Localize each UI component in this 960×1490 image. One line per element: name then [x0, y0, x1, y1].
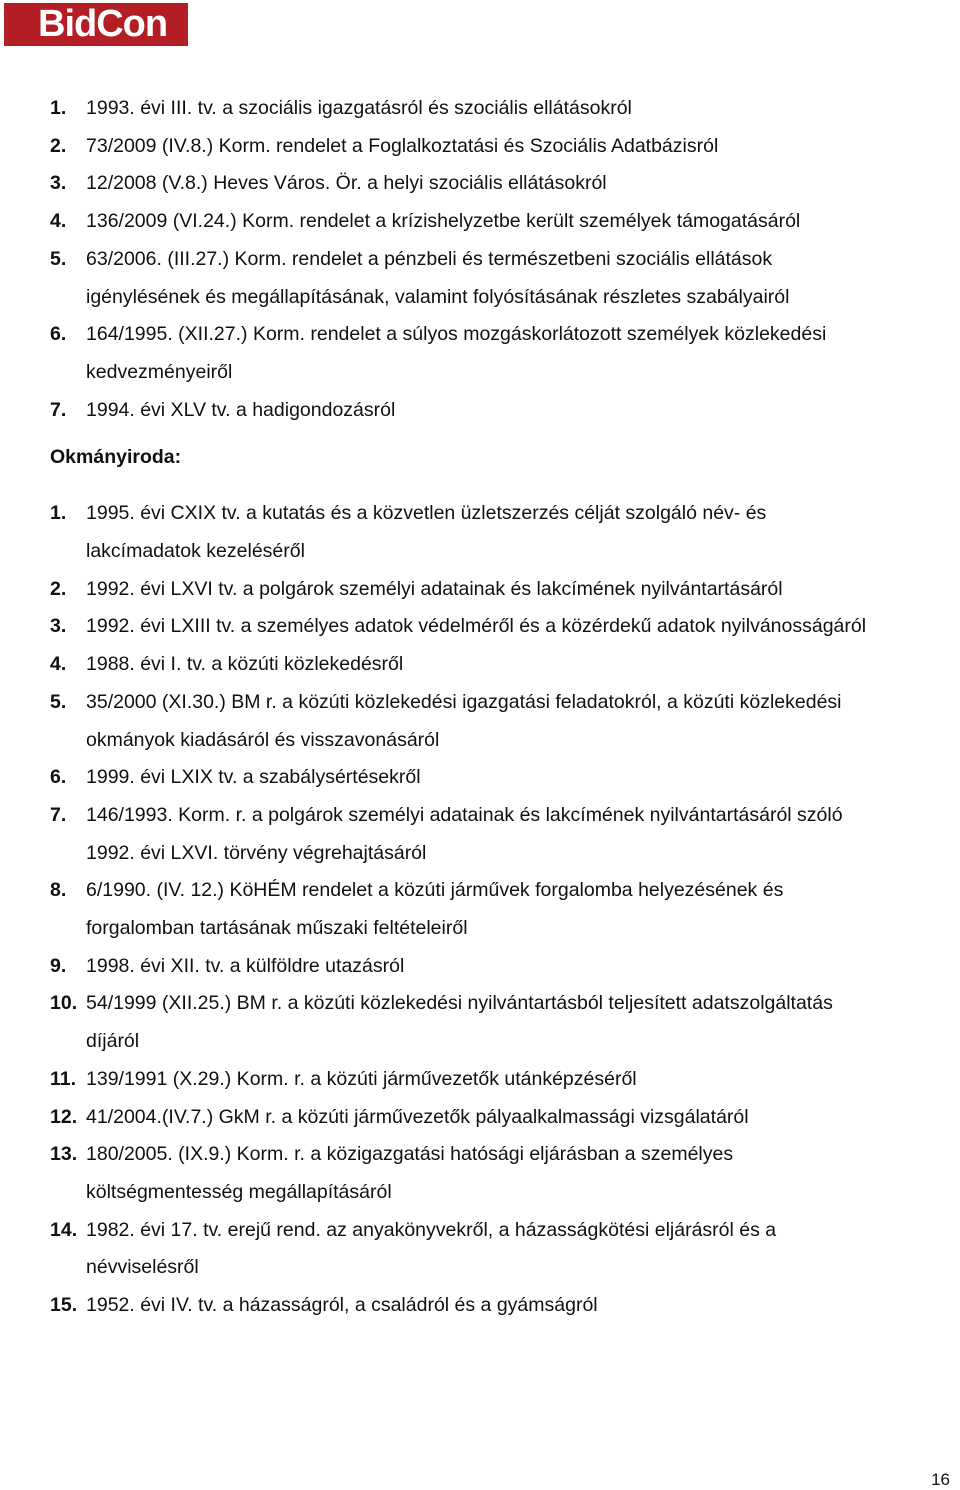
list-item-number: 6. [50, 323, 67, 346]
list-item-text [86, 872, 960, 947]
list-item-text [86, 128, 960, 166]
list-item-number: 12. [50, 1105, 78, 1128]
list-item-line: 63/2006. (III.27.) Korm. rendelet a pénzbeli és természetbeni szociális ellátások [86, 247, 773, 270]
list-item-line: lakcímadatok kezeléséről [86, 540, 305, 563]
list-item-line: 1992. évi LXVI. törvény végrehajtásáról [86, 841, 427, 864]
list-item-line: 35/2000 (XI.30.) BM r. a közúti közlekedési igazgatási feladatokról, a közúti közlekedési [86, 690, 842, 713]
list-item-number: 10. [50, 992, 78, 1015]
list-item [50, 608, 960, 646]
list-item-number: 4. [50, 210, 67, 233]
list-item-number: 14. [50, 1218, 78, 1241]
list-item-number: 1. [50, 502, 67, 525]
list-item-line: 1988. évi I. tv. a közúti közlekedésről [86, 653, 404, 676]
list-item-number: 7. [50, 398, 67, 421]
list-item [50, 165, 960, 203]
list-item-line: okmányok kiadásáról és visszavonásáról [86, 728, 440, 751]
list-item [50, 1099, 960, 1137]
list-item-text [86, 684, 960, 759]
list-item-line: 136/2009 (VI.24.) Korm. rendelet a krízishelyzetbe került személyek támogatásáról [86, 210, 801, 233]
list-item-text [86, 646, 960, 684]
list-item [50, 1061, 960, 1099]
section-heading-okmanyiroda: Okmányiroda: [50, 446, 182, 469]
list-item-number: 8. [50, 879, 67, 902]
list-item-line: 1994. évi XLV tv. a hadigondozásról [86, 398, 396, 421]
list-item-number: 9. [50, 954, 67, 977]
legislation-list-okmanyiroda [50, 495, 960, 1324]
list-item-line: 1995. évi CXIX tv. a kutatás és a közvetlen üzletszerzés célját szolgáló név- és [86, 502, 767, 525]
list-item-text [86, 392, 960, 430]
list-item [50, 128, 960, 166]
list-item-line: kedvezményeiről [86, 360, 233, 383]
list-item [50, 985, 960, 1060]
list-item-text [86, 241, 960, 316]
list-item-line: költségmentesség megállapításáról [86, 1180, 392, 1203]
list-item-number: 5. [50, 247, 67, 270]
list-item-number: 6. [50, 766, 67, 789]
legislation-list-social [50, 90, 960, 429]
list-item-number: 7. [50, 803, 67, 826]
list-item-line: 1992. évi LXIII tv. a személyes adatok védelméről és a közérdekű adatok nyilvánosságáról [86, 615, 867, 638]
list-item-number: 2. [50, 134, 67, 157]
list-item-line: 146/1993. Korm. r. a polgárok személyi adatainak és lakcímének nyilvántartásáról szóló [86, 803, 843, 826]
list-item [50, 759, 960, 797]
list-item-number: 5. [50, 690, 67, 713]
list-item-number: 1. [50, 97, 67, 119]
list-item-text [86, 797, 960, 872]
list-item-text [86, 165, 960, 203]
list-item-text [86, 608, 960, 646]
list-item-number: 15. [50, 1294, 78, 1317]
list-item-line: 139/1991 (X.29.) Korm. r. a közúti járművezetők utánképzéséről [86, 1067, 637, 1090]
list-item [50, 241, 960, 316]
list-item-number: 13. [50, 1143, 78, 1166]
list-item-line: díjáról [86, 1030, 140, 1053]
bidcon-logo: BidCon [4, 3, 188, 46]
list-item-line: 1998. évi XII. tv. a külföldre utazásról [86, 954, 405, 977]
list-item-line: 1952. évi IV. tv. a házasságról, a családról és a gyámságról [86, 1294, 598, 1317]
list-item [50, 1136, 960, 1211]
list-item-line: 73/2009 (IV.8.) Korm. rendelet a Foglalkoztatási és Szociális Adatbázisról [86, 134, 719, 157]
list-item-line: 12/2008 (V.8.) Heves Város. Ör. a helyi szociális ellátásokról [86, 172, 607, 195]
list-item-text [86, 495, 960, 570]
document-body [50, 90, 960, 1325]
list-item [50, 1212, 960, 1287]
list-item-text [86, 90, 960, 128]
list-item-text [86, 1061, 960, 1099]
list-item-text [86, 759, 960, 797]
list-item-number: 4. [50, 653, 67, 676]
list-item-line: 1982. évi 17. tv. erejű rend. az anyakönyvekről, a házasságkötési eljárásról és a [86, 1218, 777, 1241]
list-item [50, 872, 960, 947]
list-item-line: 180/2005. (IX.9.) Korm. r. a közigazgatási hatósági eljárásban a személyes [86, 1143, 734, 1166]
list-item-number: 3. [50, 172, 67, 195]
list-item-text [86, 1099, 960, 1137]
list-item-line: forgalomban tartásának műszaki feltételeiről [86, 917, 468, 940]
list-item-text [86, 985, 960, 1060]
list-item-text [86, 1287, 960, 1325]
list-item [50, 495, 960, 570]
list-item [50, 797, 960, 872]
list-item [50, 571, 960, 609]
list-item-line: 1993. évi III. tv. a szociális igazgatásról és szociális ellátásokról [86, 97, 632, 119]
list-item [50, 316, 960, 391]
list-item-line: igénylésének és megállapításának, valamint folyósításának részletes szabályairól [86, 285, 790, 308]
list-item-text [86, 1136, 960, 1211]
list-item [50, 684, 960, 759]
list-item-line: 1999. évi LXIX tv. a szabálysértésekről [86, 766, 421, 789]
list-item [50, 1287, 960, 1325]
list-item [50, 90, 960, 128]
list-item-text [86, 316, 960, 391]
list-item-line: 41/2004.(IV.7.) GkM r. a közúti járművezetők pályaalkalmassági vizsgálatáról [86, 1105, 749, 1128]
list-item-line: 164/1995. (XII.27.) Korm. rendelet a súlyos mozgáskorlátozott személyek közlekedési [86, 323, 827, 346]
list-item-line: 54/1999 (XII.25.) BM r. a közúti közlekedési nyilvántartásból teljesített adatszolgáltatás [86, 992, 833, 1015]
list-item-line: 6/1990. (IV. 12.) KöHÉM rendelet a közúti járművek forgalomba helyezésének és [86, 879, 784, 902]
list-item-number: 3. [50, 615, 67, 638]
list-item-text [86, 1212, 960, 1287]
list-item-text [86, 571, 960, 609]
list-item-text [86, 948, 960, 986]
list-item-number: 2. [50, 577, 67, 600]
list-item-text [86, 203, 960, 241]
list-item [50, 948, 960, 986]
page-number: 16 [931, 1470, 950, 1489]
list-item-line: 1992. évi LXVI tv. a polgárok személyi adatainak és lakcímének nyilvántartásáról [86, 577, 783, 600]
list-item-line: névviselésről [86, 1256, 199, 1279]
list-item [50, 203, 960, 241]
list-item [50, 392, 960, 430]
list-item [50, 646, 960, 684]
list-item-number: 11. [50, 1067, 77, 1090]
